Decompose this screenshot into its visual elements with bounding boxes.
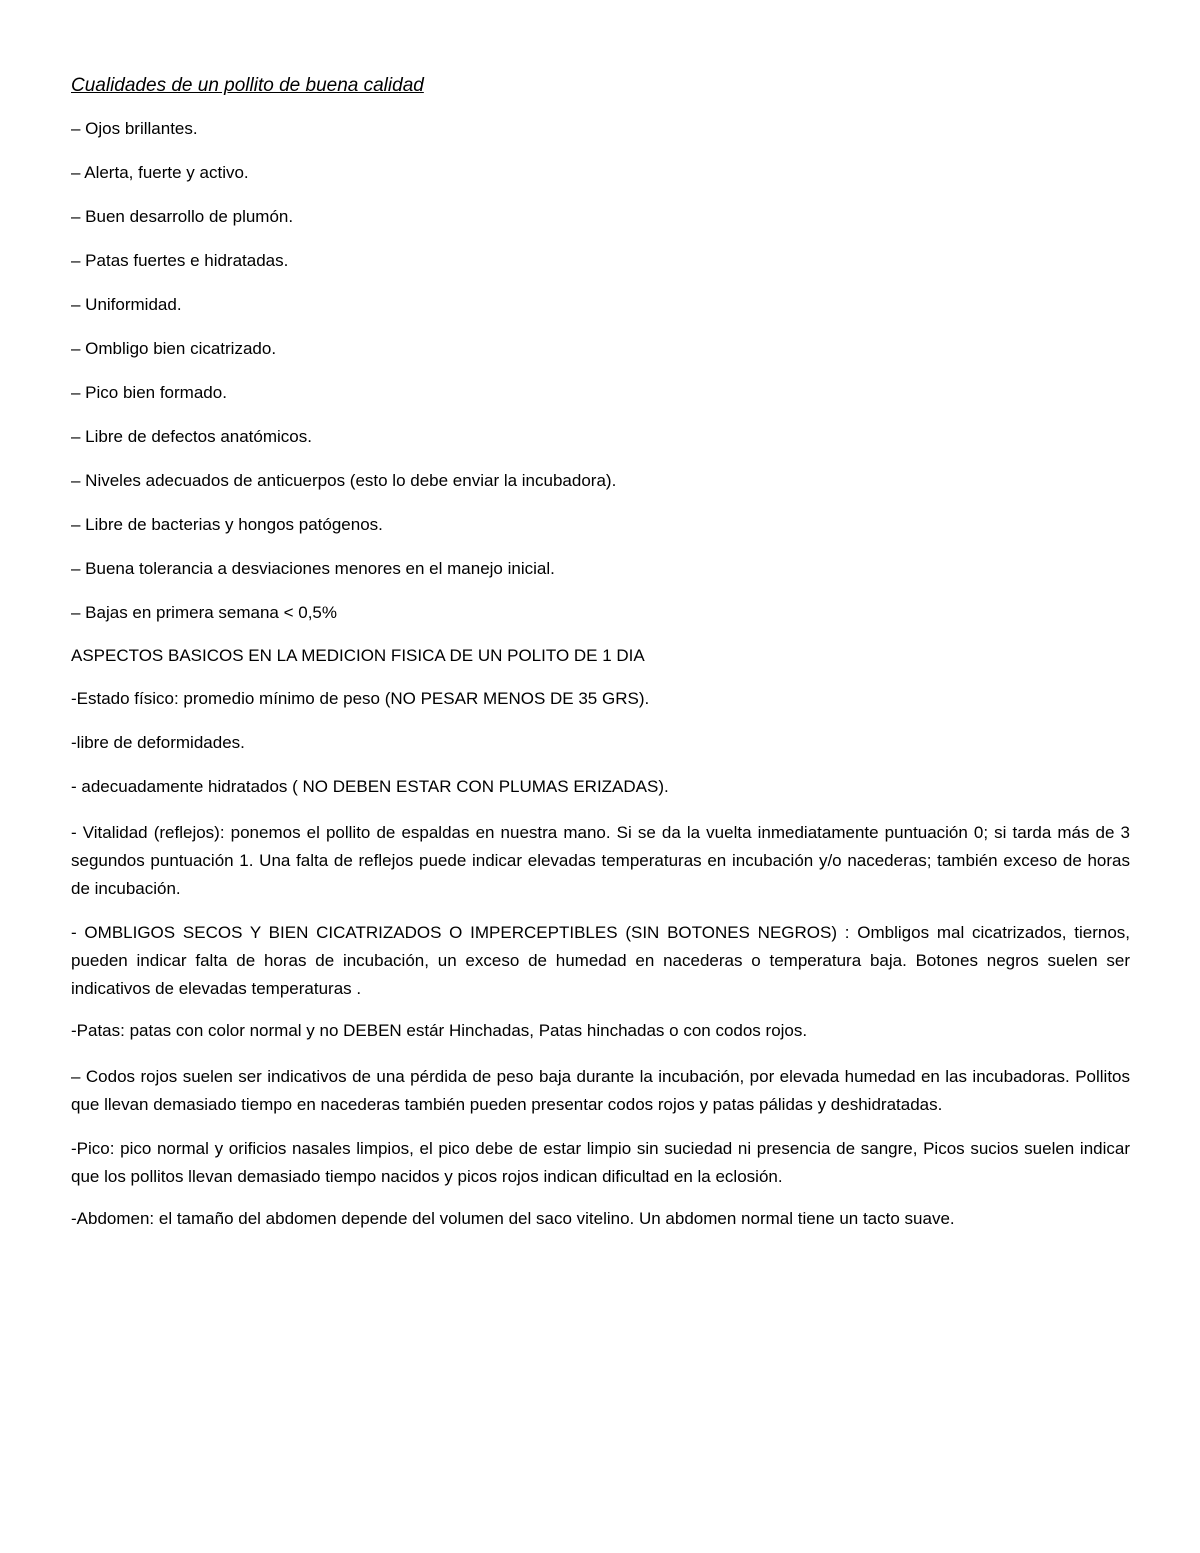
document-title: Cualidades de un pollito de buena calidad xyxy=(71,75,424,96)
paragraph-estado-fisico: -Estado físico: promedio mínimo de peso (NO PESAR MENOS DE 35 GRS). xyxy=(71,689,650,708)
list-item: – Uniformidad. xyxy=(71,295,182,314)
list-item: – Niveles adecuados de anticuerpos (esto lo debe enviar la incubadora). xyxy=(71,471,617,490)
list-item: – Pico bien formado. xyxy=(71,383,227,402)
list-item: – Libre de defectos anatómicos. xyxy=(71,427,312,446)
list-item: – Alerta, fuerte y activo. xyxy=(71,163,249,182)
paragraph-libre-deformidades: -libre de deformidades. xyxy=(71,733,245,752)
paragraph-patas: -Patas: patas con color normal y no DEBEN estár Hinchadas, Patas hinchadas o con codos rojos. xyxy=(71,1021,808,1040)
paragraph-pico: -Pico: pico normal y orificios nasales limpios, el pico debe de estar limpio sin suciedad ni presencia de sangre, Picos sucios suelen indicar que los pollitos llevan demasiado tiempo nacidos y picos rojos indican dificultad en la eclosión. xyxy=(71,1139,1130,1186)
document-body xyxy=(71,72,1130,1251)
paragraph-codos: – Codos rojos suelen ser indicativos de una pérdida de peso baja durante la incubación, por elevada humedad en las incubadoras. Pollitos que llevan demasiado tiempo en nacederas también pueden presentar codos rojos y patas pálidas y deshidratadas. xyxy=(71,1067,1130,1114)
list-item: – Ombligo bien cicatrizado. xyxy=(71,339,277,358)
paragraph-vitalidad: - Vitalidad (reflejos): ponemos el pollito de espaldas en nuestra mano. Si se da la vuelta inmediatamente puntuación 0; si tarda más de 3 segundos puntuación 1. Una falta de reflejos puede indicar elevadas temperaturas en incubación y/o nacederas; también exceso de horas de incubación. xyxy=(71,823,1130,898)
qualities-list xyxy=(71,117,1130,625)
list-item: – Buena tolerancia a desviaciones menores en el manejo inicial. xyxy=(71,559,555,578)
list-item: – Patas fuertes e hidratadas. xyxy=(71,251,289,270)
paragraph-hidratados: - adecuadamente hidratados ( NO DEBEN ESTAR CON PLUMAS ERIZADAS). xyxy=(71,777,669,796)
list-item: – Buen desarrollo de plumón. xyxy=(71,207,294,226)
paragraph-abdomen: -Abdomen: el tamaño del abdomen depende del volumen del saco vitelino. Un abdomen normal tiene un tacto suave. xyxy=(71,1209,955,1228)
paragraph-ombligos: - OMBLIGOS SECOS Y BIEN CICATRIZADOS O IMPERCEPTIBLES (SIN BOTONES NEGROS) : Ombligos mal cicatrizados, tiernos, pueden indicar falta de horas de incubación, un exceso de humedad en nacederas o temperatura baja. Botones negros suelen ser indicativos de elevadas temperaturas . xyxy=(71,923,1130,998)
list-item: – Bajas en primera semana < 0,5% xyxy=(71,603,338,622)
list-item: – Ojos brillantes. xyxy=(71,119,198,138)
section-heading: ASPECTOS BASICOS EN LA MEDICION FISICA DE UN POLITO DE 1 DIA xyxy=(71,646,645,665)
list-item: – Libre de bacterias y hongos patógenos. xyxy=(71,515,383,534)
